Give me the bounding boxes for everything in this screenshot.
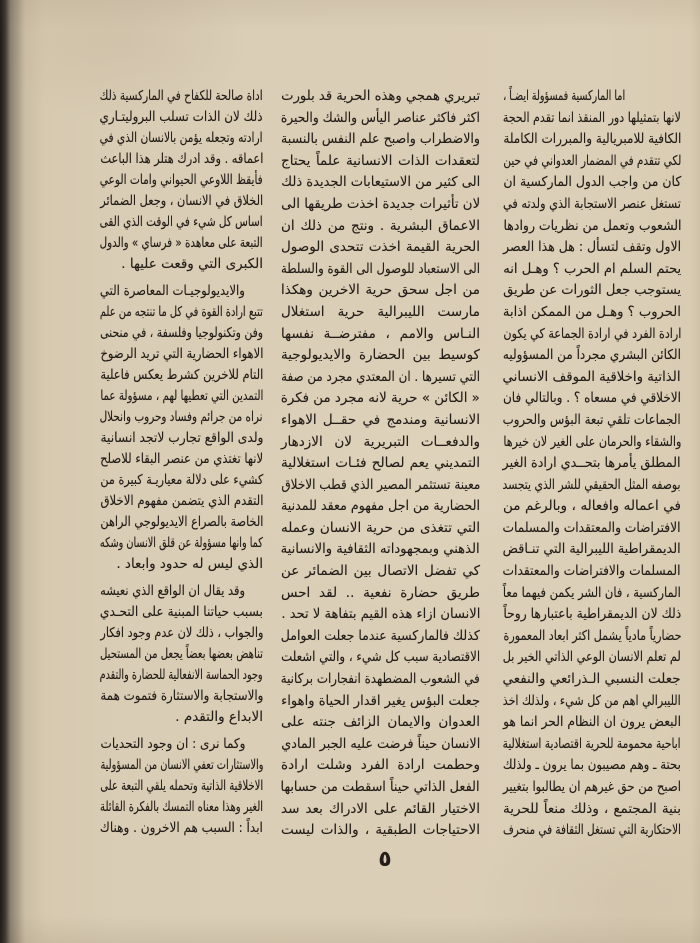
paragraph bbox=[503, 86, 681, 842]
text-line-content: الليبرالي اهم من كل شيء ، ولذلك اخذ bbox=[502, 692, 681, 709]
paragraph bbox=[100, 581, 263, 728]
text-line bbox=[281, 475, 480, 497]
text-line-content: الحروب ؟ وهـل من الممكن اذابة bbox=[502, 303, 681, 320]
text-line bbox=[281, 216, 480, 238]
paragraph bbox=[100, 734, 263, 839]
text-line bbox=[503, 755, 681, 777]
text-line bbox=[281, 583, 480, 605]
text-line-content: لان تأثيرات جديدة اخذت طريقها الى bbox=[280, 195, 480, 212]
text-line bbox=[281, 691, 480, 713]
text-line-content: المسلمات والافتراضات والمعتقدات bbox=[503, 563, 681, 580]
text-line bbox=[100, 302, 263, 323]
text-line bbox=[100, 512, 263, 533]
text-line-content: التام للاخرين كشرط يعكس فاعلية bbox=[100, 367, 263, 383]
text-line bbox=[281, 799, 480, 821]
text-line-content: لكي تتقدم في المضمار العدواني في حين bbox=[503, 152, 681, 169]
text-line-content: معينة تستثمر المصير الذي قطب الاخلاق bbox=[281, 476, 480, 493]
text-line-content: في اعماله وافعاله ، وبالرغم من bbox=[503, 498, 681, 515]
text-line-content: ذلك لان الديمقراطية باعتبارها روحاً bbox=[502, 606, 681, 623]
text-line-content: لانها تغتذي من عنصر البقاء للاصلح bbox=[99, 451, 263, 467]
text-line-content: الاختيار القائم على الادراك بعد سد bbox=[281, 800, 480, 817]
text-line-content: فأيقظ اللاوعي الحيواني وامات الوعي bbox=[99, 172, 263, 188]
text-line-content: التي تسيرها . ان المعتدي مجرد من صفة bbox=[280, 368, 480, 385]
text-line-content: الاهواء الحضارية التي تريد الرضوخ bbox=[100, 346, 263, 362]
text-line-content: الافتراضات والمعتقدات والمسلمات bbox=[503, 519, 681, 536]
text-line bbox=[281, 151, 480, 173]
text-line bbox=[100, 491, 263, 512]
text-line-content: الاخلاقي في مسعاه ؟ . وبالتالي فان bbox=[502, 390, 681, 407]
text-line bbox=[503, 324, 681, 346]
text-line bbox=[281, 172, 480, 194]
text-line-content: الاقتصادية سبب كل شيء ، والتي اشعلت bbox=[281, 649, 480, 666]
text-line-content: والاستجابة والاستثارة فتموت همة bbox=[99, 688, 263, 704]
text-line bbox=[503, 410, 681, 432]
text-line-content: لانها بتمثيلها دور المنقذ انما تقدم الحجة bbox=[503, 109, 681, 126]
text-line bbox=[100, 797, 263, 818]
text-line-content: الخلاق في الانسان ، وجعل الضمائر bbox=[100, 193, 263, 209]
text-line bbox=[503, 453, 681, 475]
text-line-content: طريق حضارة نفعية .. لقد احس bbox=[281, 584, 480, 601]
text-line-content: الحضارية من اجل مفهوم معقد للمدنية bbox=[281, 498, 480, 515]
text-line bbox=[503, 583, 681, 605]
text-line bbox=[100, 386, 263, 407]
text-line-content: اكثر فاكثر عناصر اليأس والشك والحيرة bbox=[280, 109, 480, 126]
text-line bbox=[281, 302, 480, 324]
text-line-content: الكبرى التي وقعت عليها . bbox=[121, 256, 263, 272]
text-line-content: والايديولوجيـات المعاصرة التي bbox=[99, 283, 245, 299]
text-line bbox=[100, 707, 263, 728]
text-line bbox=[100, 86, 263, 107]
text-line-content: الفعل الذاتي حيناً اسقطت من حسابها bbox=[281, 779, 480, 795]
text-line bbox=[503, 626, 681, 648]
text-line bbox=[503, 237, 681, 259]
text-line-content: وفن وتكنولوجيا وفلسفة ، في منحنى bbox=[100, 325, 263, 341]
text-line bbox=[100, 233, 263, 254]
text-line bbox=[503, 432, 681, 454]
text-line-content: تتبع ارادة القوة في كل ما تنتجه من علم bbox=[99, 304, 263, 320]
column-left bbox=[100, 86, 263, 839]
text-line-content: الذي ليس له حدود وابعاد . bbox=[116, 556, 263, 572]
text-line-content: الكافية للامبريالية والمبررات الكاملة bbox=[502, 131, 681, 148]
text-line-content: العدوان والايمان الزائف جنته على bbox=[281, 714, 480, 731]
text-line bbox=[281, 561, 480, 583]
text-line-content: الخاصة بالصراع الايديولوجي الراهن bbox=[100, 514, 263, 530]
text-line bbox=[100, 644, 263, 665]
text-line bbox=[281, 755, 480, 777]
text-line bbox=[100, 428, 263, 449]
text-line bbox=[100, 107, 263, 128]
text-line-content: نراه من جرائم وفساد وحروب وانحلال bbox=[99, 409, 263, 425]
text-line-content: الانسانية ومندمج في حقــل الاهواء bbox=[281, 411, 480, 428]
text-line bbox=[281, 324, 480, 346]
text-line-content: يستوجب جعل الثورات عن طريق bbox=[502, 282, 681, 299]
text-line-content: الاخلاقية الذاتية وتحمله يلقي التبعة على bbox=[100, 778, 263, 794]
text-line-content: البعض يرون ان النظام الحر انما هو bbox=[502, 714, 681, 731]
text-line-content: الابداع والتقدم . bbox=[175, 709, 263, 725]
text-line-content: بحتة ـ وهم مصيبون بما يرون ـ ولذلك bbox=[502, 757, 681, 774]
text-line bbox=[503, 777, 681, 799]
text-line bbox=[100, 449, 263, 470]
text-line bbox=[503, 799, 681, 821]
text-line bbox=[100, 149, 263, 170]
text-line bbox=[100, 407, 263, 428]
text-line bbox=[100, 818, 263, 839]
text-line-content: الاحتكارية التي تستغل الثقافة في منحرف bbox=[502, 822, 681, 839]
text-line bbox=[281, 626, 480, 648]
text-line-content: تناهض بعضها بعضاً يجعل من المستحيل bbox=[100, 646, 263, 662]
text-line bbox=[100, 554, 263, 575]
text-line-content: الذاتية واخلاقية الموقف الانساني bbox=[502, 368, 681, 385]
text-line-content: اداة صالحة للكفاح في الماركسية ذلك bbox=[100, 88, 263, 104]
text-line-content: والجواب ، ذلك لان عدم وجود افكار bbox=[99, 625, 263, 641]
text-line bbox=[503, 86, 625, 108]
text-line bbox=[281, 410, 480, 432]
text-line bbox=[503, 820, 681, 842]
text-line-content: الاول وتقف لتسأل : هل هذا العصر bbox=[503, 239, 681, 256]
text-line-content: اباحية محمومة للحرية اقتصادية استغلالية bbox=[503, 735, 681, 752]
text-line-content: الحرية القيمة اخذت تتحدى الوصول bbox=[281, 239, 480, 256]
text-line bbox=[281, 280, 480, 302]
text-line-content: كي تفضل الاتصال بين الضمائر عن bbox=[281, 563, 480, 580]
text-line bbox=[100, 665, 263, 686]
text-line bbox=[503, 259, 681, 281]
text-line-content: والاضطراب واصبح علم النفس بالنسبة bbox=[281, 131, 480, 148]
text-line bbox=[503, 539, 681, 561]
text-line bbox=[503, 388, 681, 410]
text-line bbox=[100, 776, 263, 797]
text-line bbox=[281, 194, 480, 216]
text-line-content: بنية المجتمع ، وذلك منعاً للحرية bbox=[503, 800, 681, 817]
text-line-content: كان من واجب الدول الماركسية ان bbox=[503, 174, 681, 191]
text-line-content: يحتم السلم ام الحرب ؟ وهـل انه bbox=[503, 260, 681, 277]
text-line-content: جعلت البؤس يغير اقدار الحياة واهواء bbox=[280, 692, 480, 709]
text-line-content: لم تعلم الانسان الوعي الذاتي الخير بل bbox=[502, 649, 681, 666]
text-line bbox=[100, 128, 263, 149]
text-line bbox=[281, 496, 480, 518]
text-line-content: بوصفه المثل الحقيقي للشر الذي يتجسد bbox=[503, 476, 681, 493]
text-line-content: وحطمت ارادة الفرد وشلت ارادة bbox=[281, 757, 480, 774]
text-line bbox=[503, 604, 681, 626]
text-line bbox=[281, 518, 480, 540]
text-line-content: كما وانها مسؤولة عن قلق الانسان وشكه bbox=[100, 535, 263, 551]
text-line bbox=[281, 604, 480, 626]
text-line-content: وقد يقال ان الواقع الذي نعيشه bbox=[100, 583, 245, 599]
text-line-content: ولدى الواقع تجارب لاتجد انسانية bbox=[99, 430, 263, 446]
text-line bbox=[100, 602, 263, 623]
text-line bbox=[503, 108, 681, 130]
text-line bbox=[100, 365, 263, 386]
text-line bbox=[281, 108, 480, 130]
text-line bbox=[100, 734, 245, 755]
text-line bbox=[281, 432, 480, 454]
text-line-content: الاحتياجات الطبقية ، والذات ليست bbox=[281, 822, 480, 839]
binding-shadow bbox=[0, 0, 24, 943]
text-line-content: تبريري همجي وهذه الحرية قد بلورت bbox=[280, 88, 480, 104]
text-line-content: الاعماق البشرية . ونتج من ذلك ان bbox=[281, 217, 480, 234]
text-line bbox=[281, 734, 480, 756]
text-line-content: التمديني يعم لصالح فئـات استغلالية bbox=[281, 455, 480, 472]
text-line-content: والشقاء والحرمان على الغير لان خيرها bbox=[502, 433, 681, 450]
text-line-content: وكما نرى : ان وجود التحديات bbox=[99, 736, 245, 752]
text-line-content: الماركسية ، فان الشر يكمن فيهما معاً bbox=[502, 584, 681, 601]
text-line bbox=[503, 280, 681, 302]
text-line-content: ابداً : السبب هم الاخرون . وهناك bbox=[99, 820, 263, 836]
text-line-content: التقدم الذي يتضمن مفهوم الاخلاق bbox=[100, 493, 263, 509]
text-line bbox=[100, 755, 263, 776]
text-line bbox=[503, 151, 681, 173]
text-line bbox=[281, 259, 480, 281]
text-line bbox=[281, 453, 480, 475]
text-line bbox=[281, 647, 480, 669]
column-middle bbox=[281, 86, 480, 842]
text-line bbox=[281, 669, 480, 691]
page-number: ٥ bbox=[378, 847, 392, 872]
text-line-content: بسبب حياتنا المبنية على التحـدي bbox=[99, 604, 263, 620]
text-line bbox=[503, 518, 681, 540]
text-line-content: كذلك فالماركسية عندما جعلت العوامل bbox=[281, 627, 480, 644]
text-line-content: في الشعوب المضطهدة انفجارات بركانية bbox=[280, 671, 480, 688]
text-line bbox=[281, 820, 480, 842]
text-line-content: الانسان ازاء هذه القيم بتفاهة لا تحد . bbox=[281, 606, 480, 623]
paragraph bbox=[100, 86, 263, 275]
text-line bbox=[503, 194, 681, 216]
text-line-content: الكائن البشري مجرداً من المسؤوليه bbox=[502, 347, 681, 364]
text-line bbox=[281, 777, 480, 799]
text-line bbox=[281, 539, 480, 561]
text-line-content: من اجل سحق حرية الاخرين وهكذا bbox=[281, 282, 480, 299]
text-line bbox=[503, 691, 681, 713]
text-line-content: وجود الحماسة الانفعالية للحضارة والتقدم bbox=[99, 667, 263, 683]
text-line-content: اساس كل شيء في الوقت الذي القى bbox=[99, 214, 263, 230]
text-line-content: ارادته وتجعله يؤمن بالانسان الذي في bbox=[100, 130, 263, 146]
text-line bbox=[503, 647, 681, 669]
text-line bbox=[281, 129, 480, 151]
text-line-content: اعماقه . وقد ادرك هتلر هذا الباعث bbox=[99, 151, 263, 167]
text-line bbox=[503, 367, 681, 389]
paragraph bbox=[281, 86, 480, 842]
text-line bbox=[100, 581, 245, 602]
text-line-content: الشعوب وتعمل من نظريات روادها bbox=[502, 217, 681, 234]
text-line-content: تستغل عنصر الاستجابة الذي ولدته في bbox=[503, 195, 681, 212]
text-line bbox=[503, 496, 681, 518]
text-line-content: والدفعــات التبريرية لان الازدهار bbox=[281, 433, 480, 450]
column-right bbox=[503, 86, 681, 842]
text-line bbox=[503, 129, 681, 151]
text-line-content: جعلت النسبي الـذرائعي والنفعي bbox=[503, 671, 681, 688]
text-line bbox=[281, 388, 480, 410]
text-line bbox=[503, 216, 681, 238]
text-line bbox=[503, 734, 681, 756]
text-line bbox=[100, 533, 263, 554]
text-line-content: « الكائن » حرية لانه مجرد من فكرة bbox=[281, 390, 480, 407]
text-line bbox=[281, 345, 480, 367]
text-line bbox=[503, 669, 681, 691]
text-line bbox=[100, 623, 263, 644]
text-line-content: كوسيط بين الحضارة والايديولوجية bbox=[281, 347, 480, 364]
text-line-content: الانسان حيناً فرضت عليه الجبر المادي bbox=[281, 735, 480, 752]
text-line-content: التي تتغذى من حرية الانسان وعمله bbox=[281, 519, 480, 536]
text-line bbox=[100, 470, 263, 491]
text-line-content: حضارياً مادياً يشمل اكثر ابعاد المعمورة bbox=[503, 627, 681, 644]
text-line-content: مارست الليبرالية حرية استغلال bbox=[281, 303, 480, 320]
text-line bbox=[100, 254, 263, 275]
text-line bbox=[503, 561, 681, 583]
text-line bbox=[503, 172, 681, 194]
text-line bbox=[100, 344, 263, 365]
text-line-content: الديمقراطية الليبرالية التي تنـاقض bbox=[503, 541, 681, 558]
text-line-content: الغير وهذا معناه التمسك بالفكرة القائلة bbox=[99, 799, 263, 815]
text-line-content: ارادة الفرد في ارادة الجماعة كي يكون bbox=[503, 325, 681, 342]
text-line bbox=[281, 367, 480, 389]
text-line-content: ذلك لان الذات تسلب البروليتـاري bbox=[100, 109, 263, 125]
text-line-content: الجماعات تلقي تبعة البؤس والحروب bbox=[503, 411, 681, 428]
text-line-content: والاستثارات تعفي الانسان من المسؤولية bbox=[99, 757, 263, 773]
text-line-content: الى كثير من الاستيعابات الجديدة ذلك bbox=[280, 174, 480, 191]
text-line bbox=[503, 345, 681, 367]
text-line-content: النـاس والامم ، مفترضــة نفسها bbox=[281, 325, 480, 342]
text-line bbox=[503, 712, 681, 734]
text-line-content: التمدين التي تعطيها لهم ، مسؤولة عما bbox=[99, 388, 263, 404]
text-line bbox=[281, 237, 480, 259]
text-line bbox=[100, 170, 263, 191]
text-line-content: كشيء على دلالة معياريـة كبيرة من bbox=[100, 472, 263, 488]
text-line bbox=[100, 191, 263, 212]
text-line-content: التبعة على معاهدة « فرساي » والدول bbox=[99, 235, 263, 251]
paragraph bbox=[100, 281, 263, 575]
text-line bbox=[100, 323, 263, 344]
text-line-content: الذهني وبمجهوداته الثقافية والانسانية bbox=[281, 541, 480, 558]
text-line bbox=[100, 212, 263, 233]
text-line bbox=[503, 302, 681, 324]
text-line bbox=[503, 475, 681, 497]
text-line-content: لتعقدات الذات الانسانية علماً يحتاج bbox=[281, 152, 480, 169]
text-line-content: اصبح من حق غيرهم ان يطالبوا بتغيير bbox=[503, 779, 681, 795]
text-line-content: المطلق يأمرها بتحــدي ارادة الغير bbox=[502, 455, 681, 472]
text-line-content: الى الاستعباد للوصول الى القوة والسلطة bbox=[280, 260, 480, 277]
text-line-content: اما الماركسية فمسؤولة ايضـاً ، bbox=[502, 88, 625, 104]
text-line bbox=[281, 86, 480, 108]
text-line bbox=[100, 686, 263, 707]
text-line bbox=[281, 712, 480, 734]
text-line bbox=[100, 281, 245, 302]
